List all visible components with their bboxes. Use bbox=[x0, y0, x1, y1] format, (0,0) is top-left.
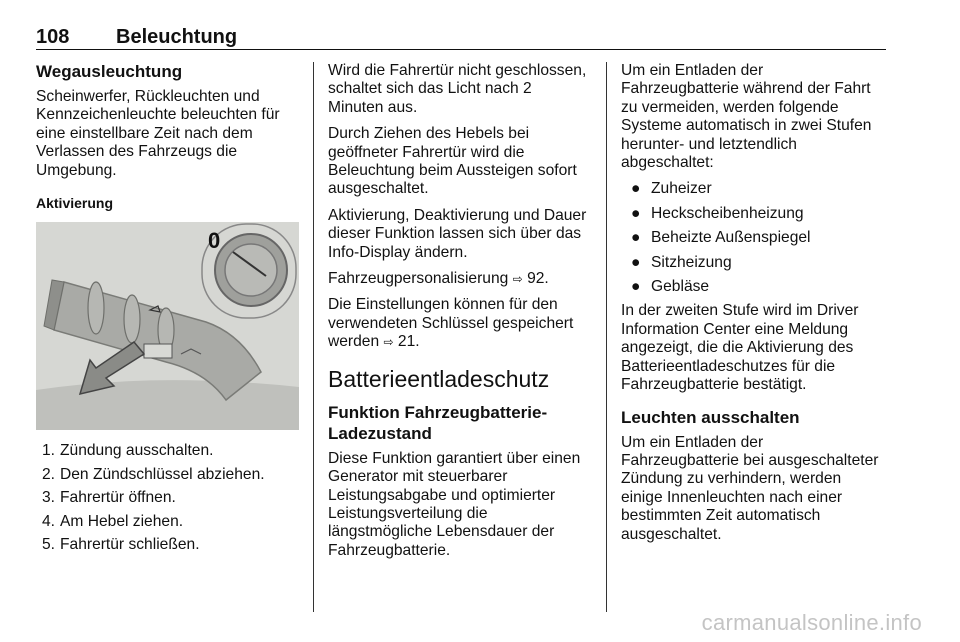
disabled-systems-list bbox=[621, 180, 885, 296]
header-rule bbox=[36, 49, 886, 50]
list-item: ● Beheizte Außenspiegel bbox=[631, 229, 811, 247]
paragraph-personalisation-ref: Fahrzeugpersonalisierung ⇨ 92. bbox=[328, 270, 549, 288]
watermark: carmanualsonline.info bbox=[701, 610, 922, 635]
paragraph: Durch Ziehen des Hebels bei geöffneter Fahrertür wird die Beleuchtung beim Aussteigen sofort ausgeschaltet. bbox=[328, 125, 577, 198]
paragraph: Diese Funktion garantiert über einen Generator mit steuerbarer Leistungsabgabe und optimierter Leistungsverteilung die längstmögliche Lebensdauer der Fahrzeugbatterie. bbox=[328, 449, 581, 559]
list-item: 1. Zündung ausschalten. bbox=[42, 442, 214, 460]
bullet-icon: ● bbox=[631, 180, 641, 198]
list-item: 3. Fahrertür öffnen. bbox=[42, 489, 176, 507]
list-item: ● Zuheizer bbox=[631, 180, 712, 198]
page-reference-link[interactable]: 21. bbox=[397, 333, 420, 351]
intro-paragraph: Scheinwerfer, Rückleuchten und Kennzeichenleuchte beleuchten für eine einstellbare Zeit nach dem Verlassen des Fahrzeugs die Umgebung. bbox=[36, 88, 280, 179]
column-1 bbox=[36, 62, 298, 559]
paragraph-key-ref: Die Einstellungen können für den verwendeten Schlüssel gespeichert werden ⇨ 21. bbox=[328, 296, 574, 351]
paragraph: Um ein Entladen der Fahrzeugbatterie während der Fahrt zu vermeiden, werden folgende Systeme automatisch in zwei Stufen herunter- und letztendlich abgeschaltet: bbox=[621, 62, 872, 172]
cross-reference-icon: ⇨ bbox=[383, 335, 394, 350]
heading-leuchten-ausschalten: Leuchten ausschalten bbox=[621, 407, 800, 427]
page-header bbox=[36, 22, 886, 50]
paragraph: Aktivierung, Deaktivierung und Dauer dieser Funktion lassen sich über das Info-Display ändern. bbox=[328, 206, 587, 261]
lever-illustration bbox=[36, 222, 299, 430]
column-divider bbox=[313, 62, 314, 612]
page-reference-link[interactable]: 92. bbox=[527, 270, 549, 288]
column-2 bbox=[328, 62, 590, 568]
bullet-icon: ● bbox=[631, 253, 641, 271]
page-number: 108 bbox=[36, 26, 70, 48]
activation-steps bbox=[36, 442, 298, 554]
bullet-icon: ● bbox=[631, 278, 641, 296]
list-item: 2. Den Zündschlüssel abziehen. bbox=[42, 465, 265, 483]
bullet-icon: ● bbox=[631, 229, 641, 247]
paragraph: In der zweiten Stufe wird im Driver Information Center eine Meldung angezeigt, die die Aktivierung des Batterieentladeschutzes für die Fahrzeugbatterie bestätigt. bbox=[621, 302, 859, 394]
subheading-ladezustand: Funktion Fahrzeugbatterie-Ladezustand bbox=[328, 402, 548, 443]
list-item: 4. Am Hebel ziehen. bbox=[42, 512, 184, 530]
list-item: ● Gebläse bbox=[631, 278, 710, 296]
column-divider bbox=[606, 62, 607, 612]
list-item: ● Sitzheizung bbox=[631, 253, 732, 271]
column-3 bbox=[621, 62, 885, 552]
list-item: ● Heckscheibenheizung bbox=[631, 204, 804, 222]
key-position-label: 0 bbox=[208, 228, 221, 254]
paragraph: Wird die Fahrertür nicht geschlossen, schaltet sich das Licht nach 2 Minuten aus. bbox=[328, 62, 587, 116]
bullet-icon: ● bbox=[631, 204, 641, 222]
cross-reference-icon: ⇨ bbox=[512, 272, 523, 287]
section-title: Beleuchtung bbox=[116, 26, 238, 48]
subheading-aktivierung: Aktivierung bbox=[36, 195, 114, 212]
list-item: 5. Fahrertür schließen. bbox=[42, 536, 200, 554]
heading-wegausleuchtung: Wegausleuchtung bbox=[36, 62, 183, 81]
heading-batterieentladeschutz: Batterieentladeschutz bbox=[328, 365, 550, 392]
paragraph: Um ein Entladen der Fahrzeugbatterie bei ausgeschalteter Zündung zu verhindern, werden einige Innenleuchten nach einer bestimmten Zeit automatisch ausgeschaltet. bbox=[621, 433, 879, 543]
